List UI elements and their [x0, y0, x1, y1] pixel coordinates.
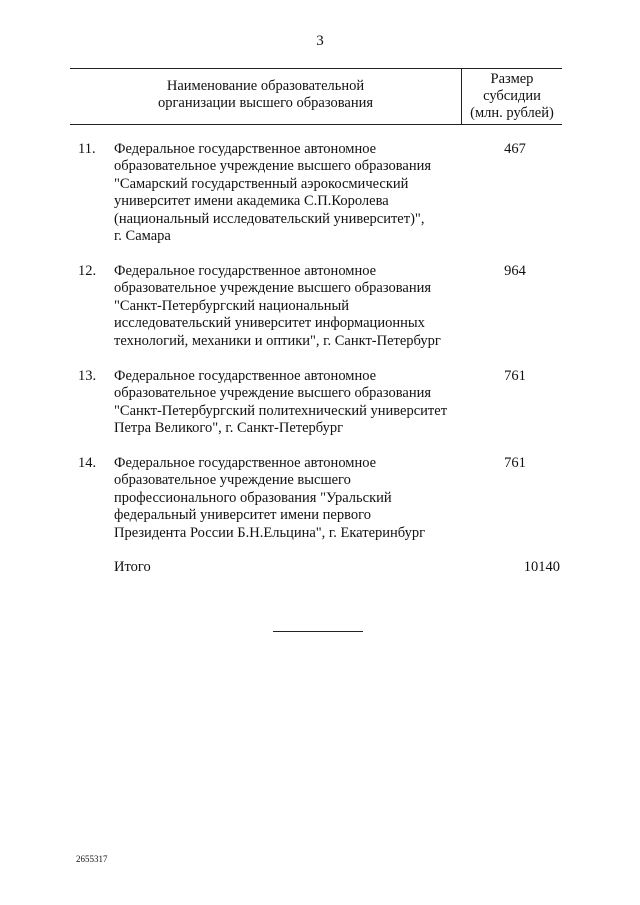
- organization-name: Федеральное государственное автономное образовательное учреждение высшего образования "Санкт-Петербургский политехнический университет Петра Великого", г. Санкт-Петербург: [114, 368, 448, 437]
- document-code: 2655317: [76, 854, 108, 864]
- subsidy-amount: 964: [504, 263, 526, 279]
- organization-name: Федеральное государственное автономное образовательное учреждение высшего профессионального образования "Уральский федеральный университет имени первого Президента России Б.Н.Ельцина", г. Екатеринбург: [114, 455, 426, 541]
- subsidy-amount: 761: [504, 455, 526, 471]
- end-divider: [273, 631, 363, 632]
- row-number: 13.: [78, 368, 97, 384]
- header-subsidy-amount: Размер субсидии (млн. рублей): [470, 71, 554, 121]
- total-amount: 10140: [523, 559, 560, 575]
- subsidy-amount: 467: [504, 141, 526, 157]
- subsidy-amount: 761: [504, 368, 526, 384]
- organization-name: Федеральное государственное автономное образовательное учреждение высшего образования "Санкт-Петербургский национальный исследовательский университет информационных технологий, механики и оптики", г. Санкт-Петербург: [114, 263, 441, 349]
- row-number: 12.: [78, 263, 97, 279]
- total-label: Итого: [114, 559, 151, 575]
- table-header: [70, 68, 562, 125]
- header-organization-name: Наименование образовательной организации высшего образования: [157, 78, 374, 111]
- organization-name: Федеральное государственное автономное образовательное учреждение высшего образования "Самарский государственный аэрокосмический университет имени академика С.П.Королева (национальный исследовательский университет)", г. Самара: [114, 141, 432, 245]
- row-number: 14.: [78, 455, 97, 471]
- page-number: 3: [316, 33, 324, 49]
- row-number: 11.: [78, 141, 96, 157]
